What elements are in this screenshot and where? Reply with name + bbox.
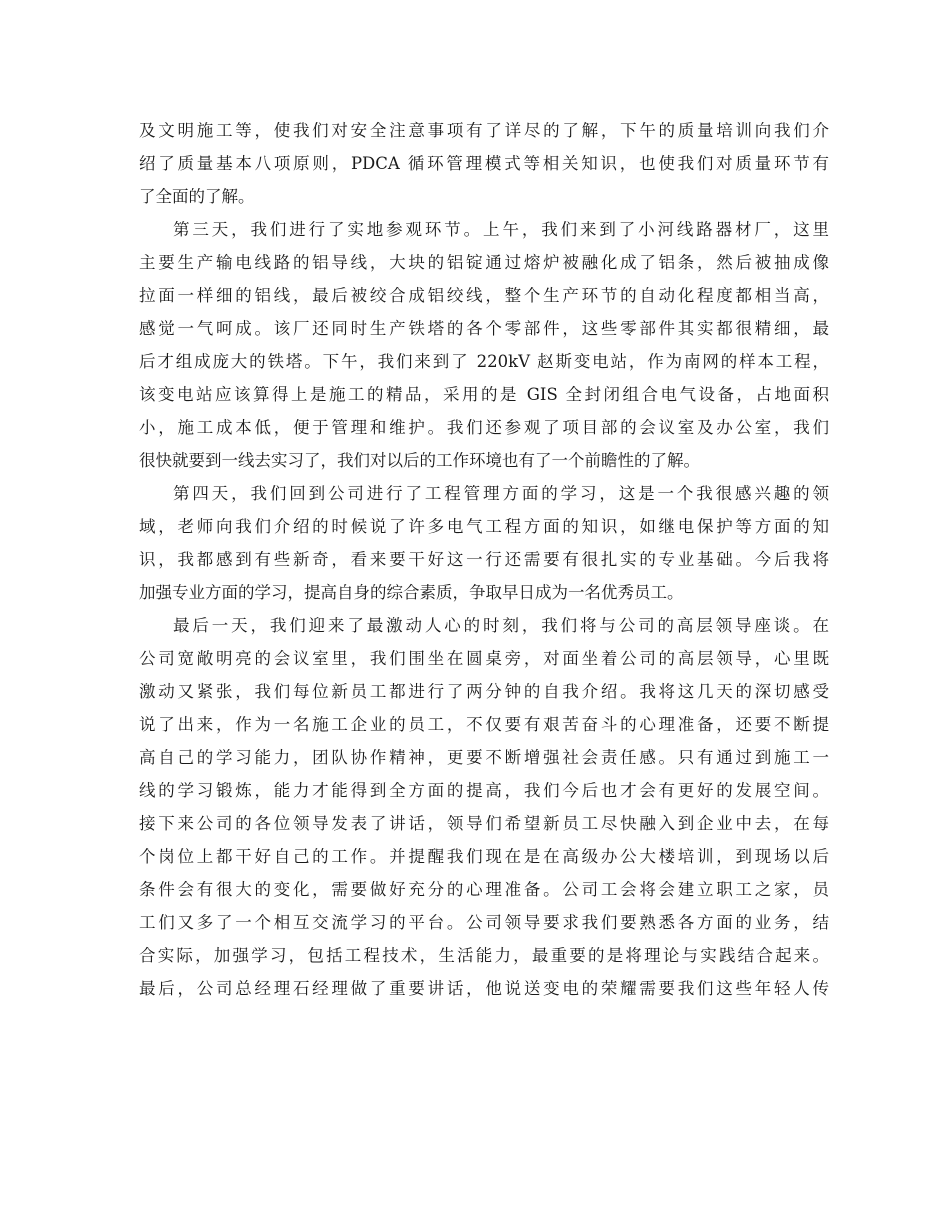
text-line: 及文明施工等，使我们对安全注意事项有了详尽的了解，下午的质量培训向我们介: [139, 121, 829, 140]
text-line: 了全面的了解。: [139, 187, 255, 206]
text-line: 最后，公司总经理石经理做了重要讲话，他说送变电的荣耀需要我们这些年轻人传: [139, 979, 829, 998]
text-line: 条件会有很大的变化，需要做好充分的心理准备。公司工会将会建立职工之家，员: [139, 880, 829, 899]
paragraph-start-line: 第四天，我们回到公司进行了工程管理方面的学习，这是一个我很感兴趣的领: [173, 484, 829, 503]
text-line: 很快就要到一线去实习了，我们对以后的工作环境也有了一个前瞻性的了解。: [139, 451, 700, 470]
text-line: 接下来公司的各位领导发表了讲话，领导们希望新员工尽快融入到企业中去，在每: [139, 814, 829, 833]
text-line: 识，我都感到有些新奇，看来要干好这一行还需要有很扎实的专业基础。今后我将: [139, 550, 829, 569]
body-text: [139, 114, 829, 1005]
text-line: 域，老师向我们介绍的时候说了许多电气工程方面的知识，如继电保护等方面的知: [139, 517, 829, 536]
text-line: 工们又多了一个相互交流学习的平台。公司领导要求我们要熟悉各方面的业务，结: [139, 913, 829, 932]
text-line: 绍了质量基本八项原则，PDCA 循环管理模式等相关知识，也使我们对质量环节有: [139, 154, 829, 173]
text-line: 高自己的学习能力，团队协作精神，更要不断增强社会责任感。只有通过到施工一: [139, 748, 829, 767]
text-line: 激动又紧张，我们每位新员工都进行了两分钟的自我介绍。我将这几天的深切感受: [139, 682, 829, 701]
text-line: 个岗位上都干好自己的工作。并提醒我们现在是在高级办公大楼培训，到现场以后: [139, 847, 829, 866]
text-line: 感觉一气呵成。该厂还同时生产铁塔的各个零部件，这些零部件其实都很精细，最: [139, 319, 829, 338]
text-line: 说了出来，作为一名施工企业的员工，不仅要有艰苦奋斗的心理准备，还要不断提: [139, 715, 829, 734]
text-line: 公司宽敞明亮的会议室里，我们围坐在圆桌旁，对面坐着公司的高层领导，心里既: [139, 649, 829, 668]
text-line: 后才组成庞大的铁塔。下午，我们来到了 220kV 赵斯变电站，作为南网的样本工程，: [139, 352, 829, 371]
paragraph-start-line: 最后一天，我们迎来了最激动人心的时刻，我们将与公司的高层领导座谈。在: [173, 616, 829, 635]
text-line: 主要生产输电线路的铝导线，大块的铝锭通过熔炉被融化成了铝条，然后被抽成像: [139, 253, 829, 272]
text-line: 拉面一样细的铝线，最后被绞合成铝绞线，整个生产环节的自动化程度都相当高，: [139, 286, 829, 305]
text-line: 合实际，加强学习，包括工程技术，生活能力，最重要的是将理论与实践结合起来。: [139, 946, 829, 965]
text-line: 小，施工成本低，便于管理和维护。我们还参观了项目部的会议室及办公室，我们: [139, 418, 829, 437]
text-line: 该变电站应该算得上是施工的精品，采用的是 GIS 全封闭组合电气设备，占地面积: [139, 385, 829, 404]
paragraph-start-line: 第三天，我们进行了实地参观环节。上午，我们来到了小河线路器材厂，这里: [173, 220, 829, 239]
text-line: 线的学习锻炼，能力才能得到全方面的提高，我们今后也才会有更好的发展空间。: [139, 781, 829, 800]
text-line: 加强专业方面的学习，提高自身的综合素质，争取早日成为一名优秀员工。: [139, 583, 684, 602]
